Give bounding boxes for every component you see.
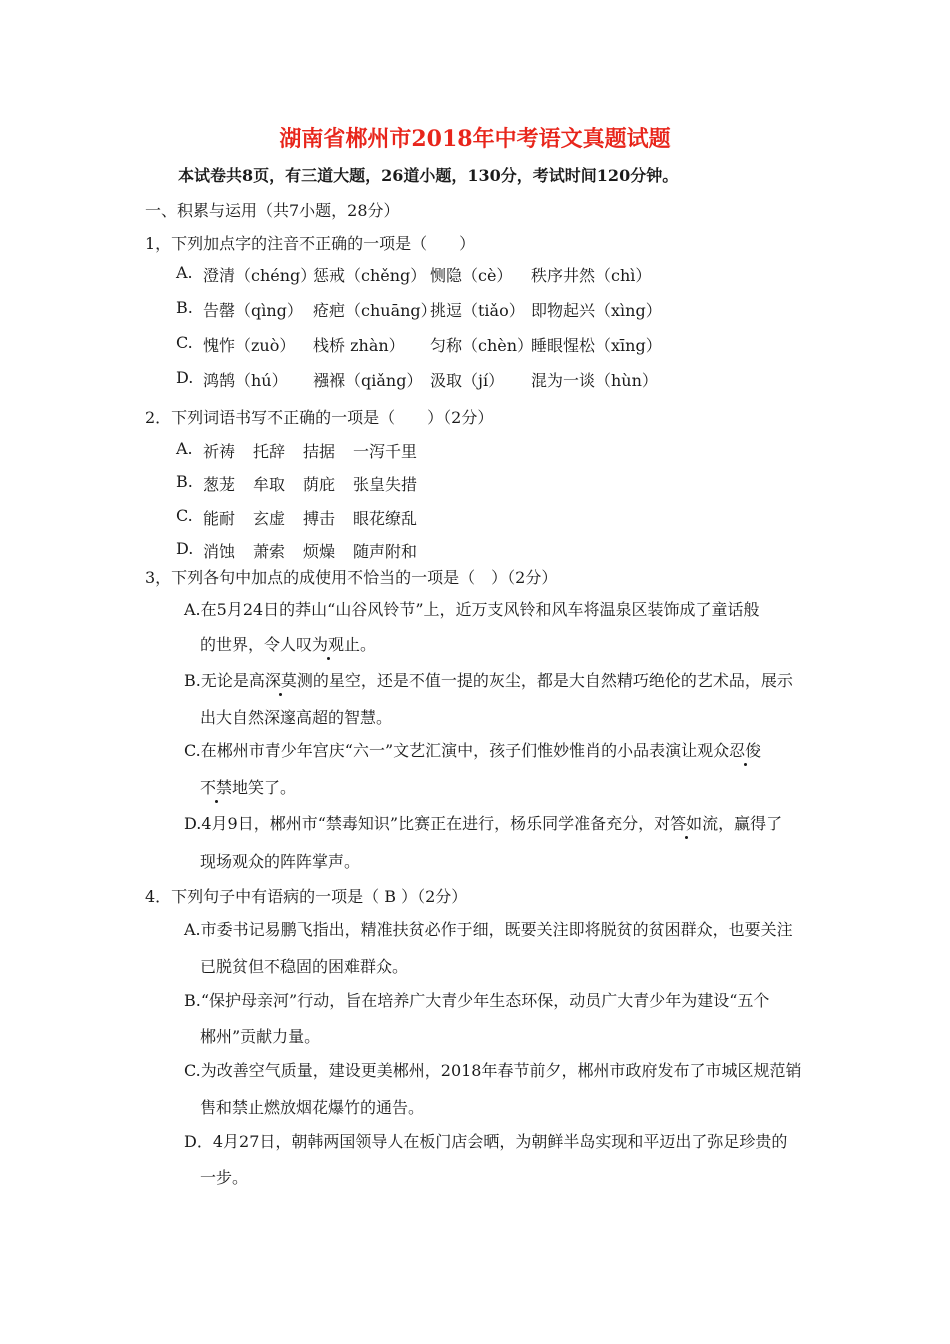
option-word: 拮据 <box>303 442 336 461</box>
q3-option-a: A.在5月24日的莽山“山谷风铃节”上，近万支风铃和风车将温泉区装饰成了童话般 <box>184 600 760 619</box>
option-word: 搏击 <box>303 509 336 528</box>
option-item: 混为一谈（hùn） <box>531 371 658 390</box>
q3-option-b-cont: 出大自然深邃高超的智慧。 <box>200 708 393 727</box>
q4-option-b: B.“保护母亲河”行动，旨在培养广大青少年生态环保，动员广大青少年为建设“五个 <box>184 991 770 1010</box>
option-item: 愧怍（zuò） <box>203 336 296 355</box>
q1-option-c <box>176 333 662 356</box>
option-letter: A. <box>176 263 193 282</box>
q3-option-d <box>184 811 782 834</box>
option-word: 随声附和 <box>353 542 418 561</box>
question-3-stem: 3，下列各句中加点的成使用不恰当的一项是（ ）（2分） <box>145 568 558 587</box>
option-letter: B. <box>176 298 193 317</box>
text-segment: ，赢得了 <box>718 814 783 833</box>
option-item: 匀称（chèn） <box>430 336 534 355</box>
option-item: 澄清（chéng） <box>203 266 317 285</box>
option-item: 挑逗（tiǎo） <box>430 301 525 320</box>
text-segment: 地笑了。 <box>232 778 297 797</box>
option-item: 汲取（jí） <box>430 371 505 390</box>
document-title: 湖南省郴州市2018年中考语文真题试题 <box>279 126 671 152</box>
q4-option-c: C.为改善空气质量，建设更美郴州，2018年春节前夕，郴州市政府发布了市城区规范销 <box>184 1061 802 1080</box>
q2-option-a <box>176 439 417 462</box>
option-item: 疮疤（chuāng） <box>313 301 437 320</box>
text-segment: C.在郴州市青少年宫庆“六一”文艺汇演中，孩子们惟妙惟肖的小品表演让观众 <box>184 741 730 760</box>
q1-option-a <box>176 263 651 286</box>
dotted-idiom: 忍俊 <box>729 741 762 760</box>
text-segment: 的星空，还是不值一提的灰尘，都是大自然精巧绝伦的艺术品，展示 <box>312 671 793 690</box>
option-word: 眼花缭乱 <box>353 509 418 528</box>
option-item: 襁褓（qiǎng） <box>313 371 423 390</box>
option-word: 荫庇 <box>303 475 336 494</box>
option-word: 萧索 <box>253 542 286 561</box>
dotted-idiom: 对答如流 <box>654 814 719 833</box>
option-word: 烦燥 <box>303 542 336 561</box>
text-segment: 。 <box>360 635 377 654</box>
option-item: 栈桥 zhàn） <box>313 336 405 355</box>
q2-option-c <box>176 506 417 529</box>
text-segment: B.无论是 <box>184 671 249 690</box>
q3-option-c <box>184 738 761 761</box>
option-letter: C. <box>176 333 193 352</box>
option-item: 即物起兴（xìng） <box>531 301 662 320</box>
option-item: 秩序井然（chì） <box>531 266 652 285</box>
option-word: 张皇失措 <box>353 475 418 494</box>
option-word: 消蚀 <box>203 542 236 561</box>
option-word: 能耐 <box>203 509 236 528</box>
option-item: 睡眼惺松（xīng） <box>531 336 662 355</box>
option-letter: A. <box>176 439 193 458</box>
option-word: 一泻千里 <box>353 442 418 461</box>
text-segment: D.4月9日，郴州市“禁毒知识”比赛正在进行，杨乐同学准备充分， <box>184 814 655 833</box>
dotted-idiom: 高深莫测 <box>248 671 313 690</box>
q4-option-d: D．4月27日，朝韩两国领导人在板门店会晒，为朝鲜半岛实现和平迈出了弥足珍贵的 <box>184 1132 788 1151</box>
q4-option-a: A.市委书记易鹏飞指出，精准扶贫必作于细，既要关注即将脱贫的贫困群众，也要关注 <box>184 920 793 939</box>
q3-option-d-cont: 现场观众的阵阵掌声。 <box>200 852 361 871</box>
q3-option-b <box>184 668 793 691</box>
question-2-stem: 2．下列词语书写不正确的一项是（ ）（2分） <box>145 408 494 427</box>
question-4-stem: 4．下列句子中有语病的一项是（ B ）（2分） <box>145 887 468 906</box>
q3-option-a-cont <box>200 632 376 655</box>
option-letter: B. <box>176 472 193 491</box>
option-word: 托辞 <box>253 442 286 461</box>
option-letter: D. <box>176 368 194 387</box>
dotted-idiom: 不禁 <box>200 778 233 797</box>
option-item: 惩戒（chěng） <box>313 266 427 285</box>
q4-option-a-cont: 已脱贫但不稳固的困难群众。 <box>200 957 409 976</box>
option-item: 告罄（qìng） <box>203 301 303 320</box>
text-segment: 的世界，令人 <box>200 635 297 654</box>
option-word: 玄虚 <box>253 509 286 528</box>
option-letter: D. <box>176 539 194 558</box>
q4-option-b-cont: 郴州”贡献力量。 <box>200 1027 321 1046</box>
option-word: 葱茏 <box>203 475 236 494</box>
q1-option-d <box>176 368 658 391</box>
section-heading: 一、积累与运用（共7小题，28分） <box>145 201 400 220</box>
q3-option-c-cont <box>200 775 296 798</box>
option-item: 鸿鹄（hú） <box>203 371 288 390</box>
q2-option-d <box>176 539 417 562</box>
q2-option-b <box>176 472 417 495</box>
option-item: 恻隐（cè） <box>430 266 513 285</box>
option-word: 牟取 <box>253 475 286 494</box>
option-word: 祈祷 <box>203 442 236 461</box>
q1-option-b <box>176 298 662 321</box>
dotted-idiom: 叹为观止 <box>296 635 361 654</box>
exam-intro: 本试卷共8页，有三道大题，26道小题，130分，考试时间120分钟。 <box>178 166 679 185</box>
q4-option-d-cont: 一步。 <box>200 1168 249 1187</box>
option-letter: C. <box>176 506 193 525</box>
question-1-stem: 1，下列加点字的注音不正确的一项是（ ） <box>145 234 476 253</box>
q4-option-c-cont: 售和禁止燃放烟花爆竹的通告。 <box>200 1098 425 1117</box>
